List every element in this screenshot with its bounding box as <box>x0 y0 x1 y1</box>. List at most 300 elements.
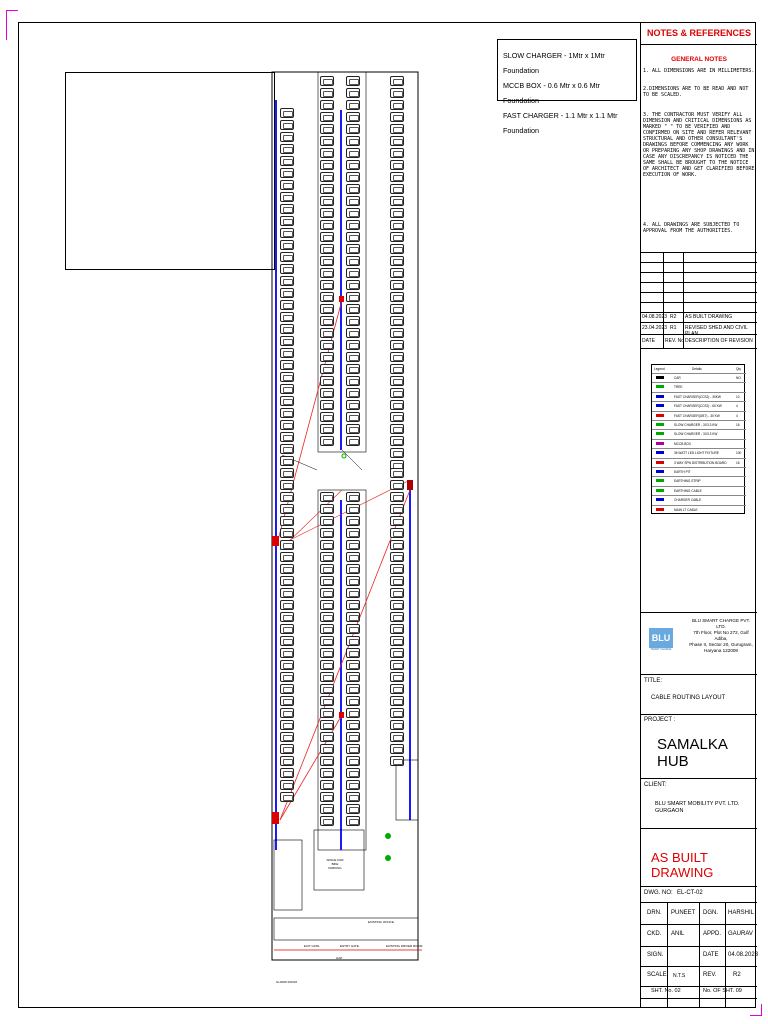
parking-stall <box>320 76 334 86</box>
parking-stall <box>346 660 360 670</box>
legend-swatch-icon <box>656 461 664 464</box>
parking-stall <box>346 184 360 194</box>
parking-stall <box>346 112 360 122</box>
parking-stall <box>280 636 294 646</box>
note-2: 2.DIMENSIONS ARE TO BE READ AND NOT TO BE SCALED. <box>643 86 749 98</box>
parking-stall <box>280 792 294 802</box>
parking-stall <box>320 340 334 350</box>
parking-stall <box>346 624 360 634</box>
parking-stall <box>320 388 334 398</box>
parking-stall <box>346 780 360 790</box>
parking-stall <box>280 720 294 730</box>
parking-stall <box>320 720 334 730</box>
parking-stall <box>320 316 334 326</box>
parking-stall <box>320 552 334 562</box>
parking-stall <box>320 364 334 374</box>
parking-stall <box>346 540 360 550</box>
parking-stall <box>320 280 334 290</box>
parking-stall <box>320 220 334 230</box>
parking-stall <box>346 400 360 410</box>
parking-stall <box>390 648 404 658</box>
parking-stall <box>280 360 294 370</box>
parking-stall <box>320 504 334 514</box>
parking-stall <box>280 132 294 142</box>
parking-stall <box>320 208 334 218</box>
parking-stall <box>320 516 334 526</box>
legend-swatch-icon <box>656 432 664 435</box>
rev-no: R1 <box>670 325 677 331</box>
project-label: PROJECT : <box>644 717 676 723</box>
legend-detail: SLOW CHARGER - 3X3.3 KW <box>674 432 718 437</box>
client-label: CLIENT: <box>644 782 667 788</box>
parking-stall <box>390 400 404 410</box>
parking-stall <box>390 160 404 170</box>
parking-stall <box>390 636 404 646</box>
legend-qty: 10 <box>736 394 740 399</box>
parking-stall <box>390 424 404 434</box>
parking-stall <box>346 280 360 290</box>
parking-stall <box>390 256 404 266</box>
date-label: DATE <box>703 952 719 958</box>
key-plan-box <box>65 72 275 270</box>
parking-stall <box>280 624 294 634</box>
parking-stall <box>320 268 334 278</box>
parking-stall <box>390 172 404 182</box>
parking-stall <box>280 156 294 166</box>
rev-header-desc: DESCRIPTION OF REVISION <box>685 338 753 344</box>
parking-stall <box>320 696 334 706</box>
parking-stall <box>346 316 360 326</box>
legend-row <box>652 392 746 400</box>
parking-stall <box>346 672 360 682</box>
parking-stall <box>346 588 360 598</box>
legend-row <box>652 401 746 409</box>
total-sheets: No. OF SHT. 09 <box>703 988 742 994</box>
parking-stall <box>320 424 334 434</box>
parking-stall <box>320 88 334 98</box>
notes-heading: NOTES & REFERENCES <box>646 28 751 38</box>
parking-stall <box>320 172 334 182</box>
parking-stall <box>320 436 334 446</box>
parking-stall <box>346 756 360 766</box>
legend-row <box>652 467 746 475</box>
parking-stall <box>280 216 294 226</box>
legend-qty: 16 <box>736 423 740 427</box>
parking-stall <box>346 124 360 134</box>
legend-row <box>652 429 746 437</box>
parking-stall <box>320 588 334 598</box>
parking-stall <box>280 252 294 262</box>
scale-value: N.T.S <box>673 973 686 979</box>
parking-stall <box>390 600 404 610</box>
parking-stall <box>346 436 360 446</box>
parking-stall <box>390 480 404 490</box>
title-block <box>640 22 759 1008</box>
office-label: EXISTING OFFICE <box>368 920 394 924</box>
legend-row <box>652 505 746 513</box>
parking-stall <box>320 352 334 362</box>
parking-stall <box>280 660 294 670</box>
parking-stall <box>390 304 404 314</box>
dwg-no-label: DWG. NO: <box>644 890 673 896</box>
parking-stall <box>280 648 294 658</box>
parking-stall <box>390 744 404 754</box>
parking-stall <box>346 720 360 730</box>
dwg-no: EL-CT-02 <box>677 890 703 896</box>
legend-row <box>652 448 746 456</box>
parking-stall <box>390 340 404 350</box>
parking-stall <box>320 412 334 422</box>
parking-stall <box>390 316 404 326</box>
parking-stall <box>280 264 294 274</box>
parking-stall <box>390 684 404 694</box>
dgn-label: DGN. <box>703 910 718 916</box>
parking-stall <box>346 388 360 398</box>
legend-qty: NO <box>736 376 741 380</box>
parking-stall <box>320 612 334 622</box>
parking-stall <box>346 352 360 362</box>
parking-stall <box>346 232 360 242</box>
exit-gate-label: EXIT GATE <box>304 944 320 948</box>
company-address: BLU SMART CHARGE PVT. LTD. 7th Floor, Plot No 272, Gulf Adiba, Phase II, Sector 20, Gurugram, Haryana 122008 <box>689 618 753 653</box>
parking-stall <box>346 412 360 422</box>
parking-stall <box>280 588 294 598</box>
parking-stall <box>346 744 360 754</box>
legend-row <box>652 476 746 484</box>
parking-stall <box>346 684 360 694</box>
parking-stall <box>280 576 294 586</box>
legend-table <box>651 364 745 514</box>
parking-stall <box>320 768 334 778</box>
legend-header: Legend Details Qty <box>654 367 741 371</box>
legend-swatch-icon <box>656 395 664 398</box>
appd-label: APPD. <box>703 931 722 937</box>
legend-row <box>652 373 746 381</box>
parking-stall <box>390 268 404 278</box>
parking-stall <box>390 516 404 526</box>
parking-stall <box>390 244 404 254</box>
parking-stall <box>390 232 404 242</box>
parking-stall <box>280 768 294 778</box>
parking-stall <box>390 612 404 622</box>
parking-stall <box>390 280 404 290</box>
legend-qty: 4 <box>736 404 738 409</box>
legend-row <box>652 439 746 447</box>
parking-stall <box>280 348 294 358</box>
legend-detail: FAST CHARGER(GBT) - 30 KW <box>674 413 720 418</box>
parking-stall <box>280 600 294 610</box>
ckd-label: CKD. <box>647 931 662 937</box>
parking-stall <box>320 792 334 802</box>
legend-swatch-icon <box>656 489 664 492</box>
parking-stall <box>320 148 334 158</box>
company-logo: BLU <box>649 628 673 648</box>
spec-line: MCCB BOX - 0.6 Mtr x 0.6 Mtr Foundation <box>503 81 601 105</box>
legend-detail: FAST CHARGER(CCS2) - 60 KW <box>674 404 722 409</box>
parking-stall <box>280 240 294 250</box>
parking-stall <box>280 756 294 766</box>
rev-date: 23.04.2023 <box>642 325 668 331</box>
project-name: SAMALKA HUB <box>657 736 728 770</box>
parking-stall <box>280 168 294 178</box>
legend-row <box>652 382 746 390</box>
rev-value: R2 <box>733 972 741 978</box>
rev-no: R2 <box>670 314 677 320</box>
parking-stall <box>346 304 360 314</box>
parking-stall <box>320 672 334 682</box>
parking-stall <box>346 208 360 218</box>
parking-stall <box>280 540 294 550</box>
parking-stall <box>390 88 404 98</box>
parking-stall <box>390 540 404 550</box>
parking-stall <box>280 480 294 490</box>
parking-stall <box>390 328 404 338</box>
parking-stall <box>280 432 294 442</box>
legend-row <box>652 495 746 503</box>
parking-stall <box>390 124 404 134</box>
parking-stall <box>346 636 360 646</box>
drawing-title: CABLE ROUTING LAYOUT <box>651 695 726 701</box>
parking-stall <box>346 160 360 170</box>
legend-detail: EARTH PIT <box>674 470 691 474</box>
parking-stall <box>390 112 404 122</box>
parking-stall <box>280 288 294 298</box>
parking-stall <box>390 624 404 634</box>
parking-stall <box>280 744 294 754</box>
parking-stall <box>346 196 360 206</box>
parking-stall <box>320 780 334 790</box>
legend-row <box>652 420 746 428</box>
parking-stall <box>346 376 360 386</box>
parking-stall <box>320 684 334 694</box>
parking-stall <box>390 528 404 538</box>
parking-stall <box>280 372 294 382</box>
legend-swatch-icon <box>656 479 664 482</box>
parking-stall <box>320 576 334 586</box>
note-1: 1. ALL DIMENSIONS ARE IN MILLIMETERS. <box>643 68 755 74</box>
parking-stall <box>390 412 404 422</box>
parking-stall <box>390 564 404 574</box>
legend-row <box>652 486 746 494</box>
parking-stall <box>320 256 334 266</box>
parking-stall <box>320 528 334 538</box>
parking-stall <box>320 292 334 302</box>
parking-stall <box>346 576 360 586</box>
parking-stall <box>390 552 404 562</box>
parking-stall <box>320 804 334 814</box>
parking-stall <box>280 468 294 478</box>
parking-stall <box>346 256 360 266</box>
legend-swatch-icon <box>656 451 664 454</box>
parking-stall <box>346 172 360 182</box>
parking-stall <box>390 492 404 502</box>
legend-row <box>652 458 746 466</box>
parking-stall <box>320 816 334 826</box>
parking-stall <box>320 648 334 658</box>
parking-stall <box>390 436 404 446</box>
parking-stall <box>320 600 334 610</box>
parking-stall <box>390 448 404 458</box>
parking-stall <box>346 792 360 802</box>
legend-detail: CHARGER CABLE <box>674 498 702 503</box>
parking-stall <box>280 732 294 742</box>
legend-qty: 4 <box>736 413 738 418</box>
parking-stall <box>346 364 360 374</box>
parking-stall <box>346 244 360 254</box>
client-name: BLU SMART MOBILITY PVT. LTD. GURGAON <box>655 801 740 814</box>
parking-stall <box>390 76 404 86</box>
legend-detail: SLOW CHARGER - 3X3.3 KW <box>674 423 718 427</box>
date-value: 04.08.2023 <box>728 952 759 958</box>
ckd-value: ANIL <box>671 931 685 937</box>
legend-detail: 3 WAY SPN DISTRIBUTION BOARD <box>674 460 727 465</box>
parking-stall <box>280 396 294 406</box>
parking-stall <box>280 324 294 334</box>
parking-stall <box>390 196 404 206</box>
parking-stall <box>280 144 294 154</box>
bike-shed-label: SPACE FOR BIKE PARKING <box>326 858 344 870</box>
parking-stall <box>280 612 294 622</box>
legend-swatch-icon <box>656 498 664 501</box>
company-logo-sub: SMART CHARGE <box>650 648 672 651</box>
parking-stall <box>280 684 294 694</box>
parking-stall <box>280 708 294 718</box>
parking-stall <box>346 88 360 98</box>
parking-stall <box>280 192 294 202</box>
parking-stall <box>320 756 334 766</box>
parking-stall <box>390 732 404 742</box>
parking-stall <box>390 660 404 670</box>
parking-stall <box>346 600 360 610</box>
driver-room-label: EXISTING DRIVER ROOM <box>386 944 423 948</box>
parking-stall <box>280 336 294 346</box>
parking-stall <box>280 420 294 430</box>
parking-stall <box>390 468 404 478</box>
parking-stall <box>346 732 360 742</box>
parking-stall <box>320 160 334 170</box>
parking-stall <box>280 492 294 502</box>
parking-stall <box>346 292 360 302</box>
rev-label: REV. <box>703 972 717 978</box>
rev-date: 04.08.2023 <box>642 314 668 320</box>
parking-stall <box>320 540 334 550</box>
parking-stall <box>346 504 360 514</box>
parking-stall <box>390 576 404 586</box>
parking-stall <box>390 388 404 398</box>
legend-swatch-icon <box>656 508 664 511</box>
appd-value: GAURAV <box>728 931 753 937</box>
parking-stall <box>280 696 294 706</box>
note-4: 4. ALL DRAWINGS ARE SUBJECTED TO APPROVAL FROM THE AUTHORITIES. <box>643 222 740 234</box>
parking-stall <box>280 552 294 562</box>
legend-swatch-icon <box>656 442 664 445</box>
legend-detail: MAIN LT CABLE <box>674 507 698 512</box>
parking-stall <box>390 208 404 218</box>
general-notes-heading: GENERAL NOTES <box>671 56 727 63</box>
legend-qty: 100 <box>736 451 742 456</box>
parking-stall <box>390 292 404 302</box>
parking-stall <box>390 708 404 718</box>
parking-stall <box>346 492 360 502</box>
parking-stall <box>320 124 334 134</box>
parking-stall <box>390 696 404 706</box>
parking-stall <box>346 528 360 538</box>
parking-stall <box>280 276 294 286</box>
parking-stall <box>346 768 360 778</box>
legend-swatch-icon <box>656 414 664 417</box>
note-3: 3. THE CONTRACTOR MUST VERIFY ALL DIMENSION AND CRITICAL DIMENSIONS AS MARKED " " TO BE VERIFIED AND CONFIRMED ON SITE AND REFER RELEVANT STRUCTURAL AND OTHER CONSULTANT'S DRAWINGS BEFORE COMMENCING ANY WORK OR PREPARING ANY SHOP DRAWINGS AND IN CASE ANY DISCREPANCY IS NOTICED THE SAME SHALL BE BROUGHT TO THE NOTICE OF ARCHITECT AND GET CLARIFIED BEFORE EXECUTION OF WORK. <box>643 112 755 178</box>
parking-stall <box>390 376 404 386</box>
parking-stall <box>280 672 294 682</box>
parking-stall <box>390 352 404 362</box>
parking-stall <box>390 504 404 514</box>
legend-detail: CAR <box>674 376 681 380</box>
scale-label: SCALE <box>647 972 667 978</box>
parking-stall <box>320 184 334 194</box>
parking-stall <box>320 400 334 410</box>
legend-detail: EARTHING STRIP <box>674 479 701 484</box>
parking-stall <box>390 672 404 682</box>
parking-stall <box>346 816 360 826</box>
guard-room-label: GUARD ROOM <box>276 980 297 984</box>
parking-stall <box>346 424 360 434</box>
parking-stall <box>320 304 334 314</box>
foundation-spec-box <box>497 39 637 135</box>
parking-stall <box>280 456 294 466</box>
parking-stall <box>320 112 334 122</box>
sign-label: SIGN. <box>647 952 664 958</box>
parking-stall <box>320 232 334 242</box>
parking-stall <box>346 76 360 86</box>
parking-stall <box>280 108 294 118</box>
parking-stall <box>346 148 360 158</box>
parking-stall <box>346 804 360 814</box>
legend-swatch-icon <box>656 376 664 379</box>
crop-mark <box>6 10 7 40</box>
legend-detail: FAST CHARGER(CCS2) - 30KW <box>674 394 721 399</box>
legend-detail: MCCB BOX <box>674 441 692 446</box>
parking-stall <box>320 564 334 574</box>
parking-stall <box>346 516 360 526</box>
legend-swatch-icon <box>656 423 664 426</box>
parking-stall <box>390 100 404 110</box>
legend-swatch-icon <box>656 404 664 407</box>
parking-stall <box>320 708 334 718</box>
parking-stall <box>346 100 360 110</box>
parking-stall <box>390 136 404 146</box>
title-label: TITLE: <box>644 678 663 684</box>
parking-stall <box>320 732 334 742</box>
parking-stall <box>280 312 294 322</box>
parking-stall <box>280 504 294 514</box>
sheet-number: SHT. No. 02 <box>651 988 681 994</box>
parking-stall <box>346 328 360 338</box>
dgn-value: HARSHIL <box>728 910 755 916</box>
rev-header-date: DATE <box>642 338 655 344</box>
parking-stall <box>280 204 294 214</box>
entry-gate-label: ENTRY GATE <box>340 944 359 948</box>
parking-stall <box>280 300 294 310</box>
parking-stall <box>390 364 404 374</box>
parking-stall <box>390 588 404 598</box>
parking-stall <box>346 708 360 718</box>
parking-stall <box>390 220 404 230</box>
parking-stall <box>320 376 334 386</box>
parking-stall <box>320 744 334 754</box>
parking-stall <box>280 444 294 454</box>
parking-stall <box>280 384 294 394</box>
parking-stall <box>346 612 360 622</box>
